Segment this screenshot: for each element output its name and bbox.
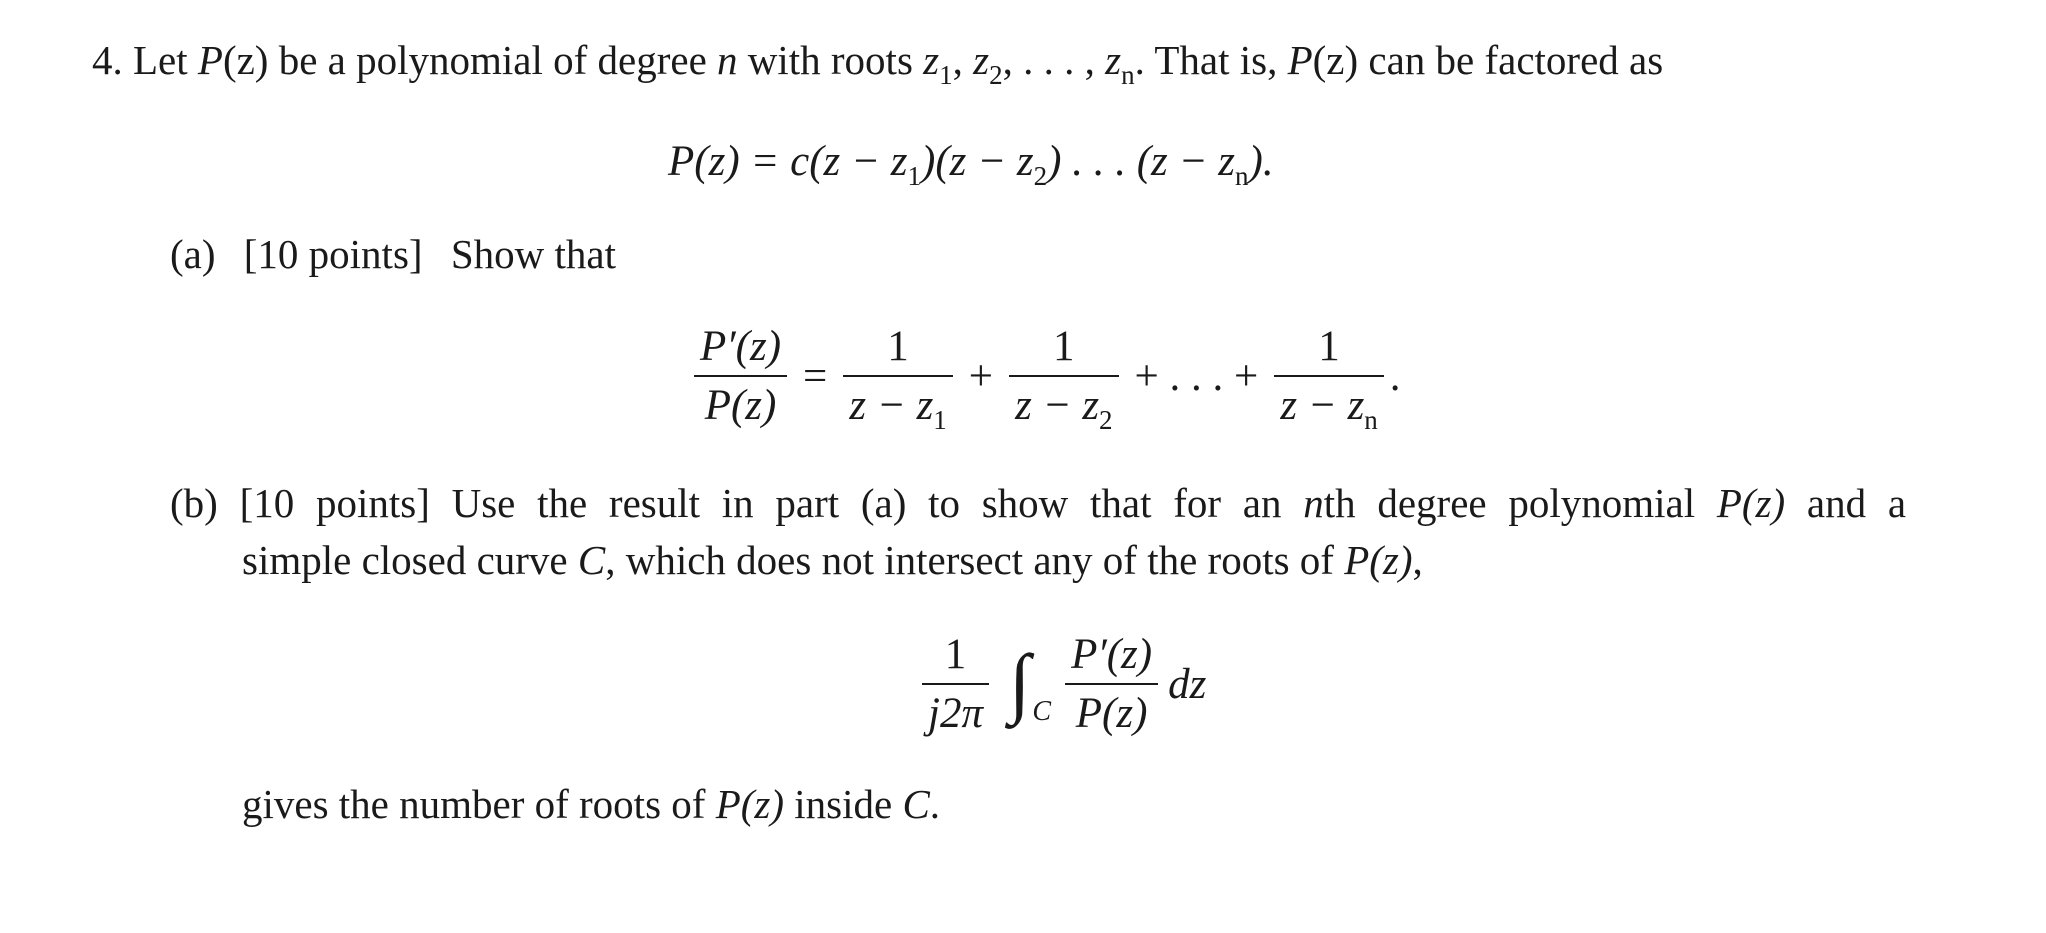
numerator: P′(z) — [700, 323, 782, 370]
plus-sign: + — [968, 352, 994, 400]
part-b-text: gives the number of roots of — [242, 781, 706, 827]
math-zn: z — [1105, 37, 1122, 83]
math-n: n — [1303, 480, 1324, 526]
subscript: 1 — [939, 60, 953, 90]
part-a-text: Show that — [450, 231, 616, 277]
intro-text: with roots — [747, 37, 913, 83]
math-C: C — [902, 781, 930, 827]
integral-sign: ∫ — [1009, 638, 1031, 726]
math-n: n — [717, 37, 738, 83]
part-b-text: simple closed curve — [242, 537, 568, 583]
numerator: 1 — [887, 323, 909, 370]
numerator: 1 — [944, 631, 967, 678]
eq-part: ) . . . (z − z — [1047, 138, 1236, 185]
fraction-bar — [843, 375, 952, 377]
part-b-text: Use the result in part (a) to show that for an — [451, 480, 1282, 526]
problem-number: 4. — [92, 37, 123, 83]
part-b-text: and a — [1806, 480, 1907, 526]
denominator — [1009, 381, 1118, 436]
part-b-label: (b) — [170, 480, 218, 526]
part-a-label: (a) — [170, 231, 216, 277]
denominator — [1274, 381, 1383, 436]
denominator: j2π — [928, 690, 983, 738]
ellipsis: , . . . , — [1002, 37, 1095, 83]
intro-text: can be factored as — [1368, 37, 1664, 83]
part-b-text: inside — [794, 781, 893, 827]
part-a-points: [10 points] — [243, 231, 423, 277]
subscript: 1 — [933, 405, 947, 436]
math-Pz: P(z) — [1716, 480, 1786, 526]
equals-sign: = — [803, 352, 828, 400]
fraction-bar — [1065, 683, 1158, 685]
subscript: 2 — [1033, 161, 1048, 191]
period: . — [929, 781, 941, 827]
subscript: n — [1364, 405, 1378, 436]
numerator: 1 — [1318, 323, 1340, 370]
subscript: 2 — [1099, 405, 1113, 436]
den-text: z − z — [1280, 382, 1365, 430]
problem-statement — [92, 37, 1664, 90]
part-b-points: [10 points] — [239, 480, 430, 526]
part-b-text: th degree polynomial — [1323, 480, 1696, 526]
den-text: z − z — [1015, 382, 1100, 430]
denominator — [843, 381, 952, 436]
subscript: n — [1121, 60, 1135, 90]
numerator: 1 — [1053, 323, 1075, 370]
part-b-line-1 — [170, 480, 1907, 526]
part-b-integral-equation — [916, 630, 1206, 739]
den-text: z − z — [849, 382, 934, 430]
fraction-term-2 — [1009, 322, 1118, 436]
intro-text: Let — [133, 37, 188, 83]
ellipsis-sum: + . . . + — [1134, 352, 1259, 400]
part-b-conclusion — [242, 781, 941, 827]
fraction-lhs — [694, 322, 787, 431]
eq-part: P(z) = c(z − z — [668, 138, 908, 185]
part-a-heading — [170, 231, 616, 277]
fraction-term-n — [1274, 322, 1383, 436]
intro-text: be a polynomial of degree — [278, 37, 707, 83]
factored-equation — [668, 138, 1274, 191]
numerator: P′(z) — [1071, 631, 1153, 678]
math-z-arg: (z) — [222, 37, 269, 83]
eq-part: )(z − z — [921, 138, 1034, 185]
denominator: P(z) — [1075, 690, 1148, 738]
comma: , — [952, 37, 963, 83]
denominator: P(z) — [704, 382, 777, 430]
period: . — [1389, 352, 1401, 400]
math-z-arg: (z) — [1312, 37, 1359, 83]
math-C: C — [577, 537, 606, 583]
fraction-prefactor — [922, 630, 989, 739]
subscript: n — [1235, 161, 1249, 191]
subscript: 2 — [989, 60, 1003, 90]
part-b-line-2 — [242, 537, 1423, 583]
fraction-bar — [1274, 375, 1383, 377]
fraction-bar — [694, 375, 787, 377]
math-Pz: P(z) — [1344, 537, 1413, 583]
fraction-bar — [922, 683, 989, 685]
math-z2: z — [973, 37, 990, 83]
math-P: P — [197, 37, 223, 83]
part-a-equation — [688, 322, 1401, 436]
math-z1: z — [923, 37, 940, 83]
differential-dz: dz — [1168, 660, 1207, 708]
part-b-text: , which does not intersect any of the roots of — [605, 537, 1334, 583]
math-P: P — [1287, 37, 1313, 83]
math-Pz: P(z) — [715, 781, 784, 827]
fraction-bar — [1009, 375, 1118, 377]
subscript: 1 — [907, 161, 922, 191]
comma: , — [1412, 537, 1423, 583]
fraction-term-1 — [843, 322, 952, 436]
eq-part: ). — [1248, 138, 1274, 185]
fraction-integrand — [1065, 630, 1158, 739]
intro-text: . That is, — [1134, 37, 1278, 83]
integral-contour: C — [1032, 696, 1052, 728]
